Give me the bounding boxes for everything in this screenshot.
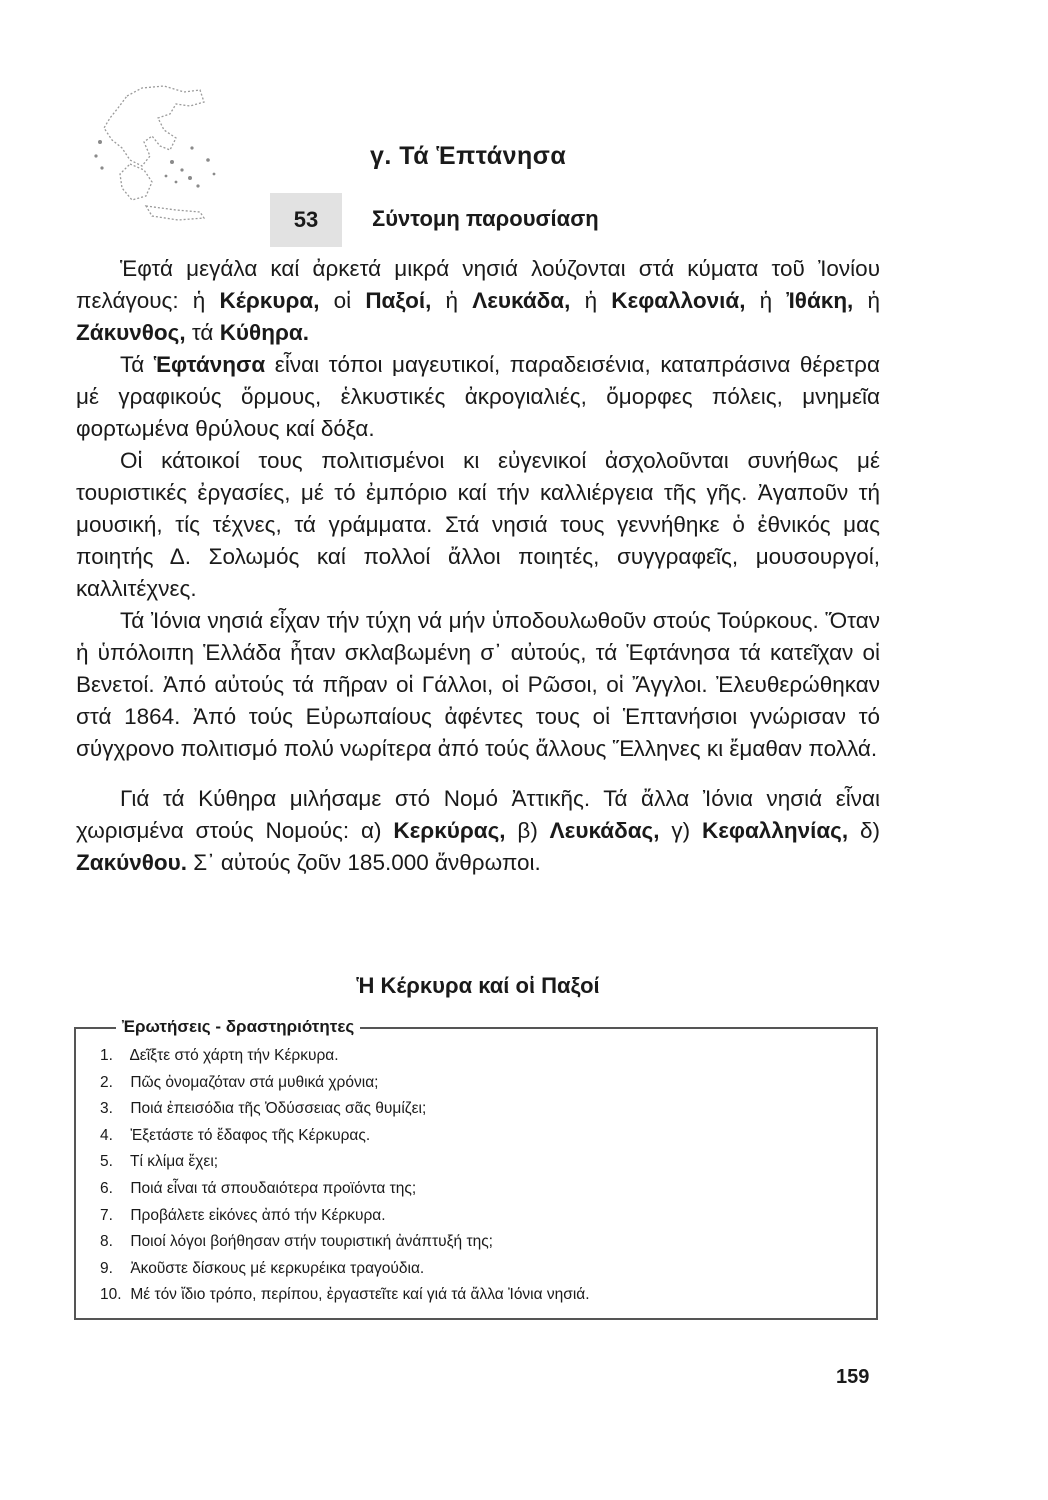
questions-title: Ἐρωτήσεις - δραστηριότητες (116, 1017, 360, 1037)
questions-list (76, 1029, 876, 1309)
question-item: 2. Πῶς ὀνομαζόταν στά μυθικά χρόνια; (100, 1073, 379, 1091)
question-item: 7. Προβάλετε εἰκόνες ἀπό τήν Κέρκυρα. (100, 1206, 386, 1224)
body-text (76, 253, 880, 879)
question-item: 4. Ἐξετάστε τό ἔδαφος τῆς Κέρκυρας. (100, 1126, 371, 1144)
question-item: 6. Ποιά εἶναι τά σπουδαιότερα προϊόντα της; (100, 1179, 417, 1197)
section-number: 53 (270, 193, 342, 247)
question-item: 8. Ποιοί λόγοι βοήθησαν στήν τουριστική ἀνάπτυξή της; (100, 1233, 493, 1251)
paragraph-4: Τά Ἰόνια νησιά εἶχαν τήν τύχη νά μήν ὑποδουλωθοῦν στούς Τούρκους. Ὅταν ἡ ὑπόλοιπη Ἑλλάδα ἦταν σκλαβωμένη σ᾽ αὐτούς, τά Ἑφτάνησα τά κατεῖχαν οἱ Βενετοί. Ἀπό αὐτούς τά πῆραν οἱ Γάλλοι, οἱ Ρῶσοι, οἱ Ἄγγλοι. Ἐλευθερώθηκαν στά 1864. Ἀπό τούς Εὐρωπαίους ἀφέντες τους οἱ Ἑπτανήσιοι γνώρισαν τό σύγχρονο πολιτισμό πολύ νωρίτερα ἀπό τούς ἄλλους Ἕλληνες κι ἔμαθαν πολλά. (76, 608, 880, 761)
questions-box (74, 1017, 878, 1320)
greece-map-icon (72, 78, 237, 228)
paragraph-1: Ἑφτά μεγάλα καί ἀρκετά μικρά νησιά λούζονται στά κύματα τοῦ Ἰονίου πελάγους: ἡ Κέρκυρα, οἱ Παξοί, ἡ Λευκάδα, ἡ Κεφαλλονιά, ἡ Ἰθάκη, ἡ Ζάκυνθος, τά Κύθηρα. (76, 256, 880, 345)
question-item: 1. Δεῖξτε στό χάρτη τήν Κέρκυρα. (100, 1047, 339, 1064)
question-item: 9. Ἀκοῦστε δίσκους μέ κερκυρέικα τραγούδια. (100, 1259, 425, 1277)
section-title: Σύντομη παρουσίαση (372, 206, 599, 231)
paragraph-5: Γιά τά Κύθηρα μιλήσαμε στό Νομό Ἀττικῆς. Τά ἄλλα Ἰόνια νησιά εἶναι χωρισμένα στούς Νομούς: α) Κερκύρας, β) Λευκάδας, γ) Κεφαλληνίας, δ) Ζακύνθου. Σ᾽ αὐτούς ζοῦν 185.000 ἄνθρωποι. (76, 786, 880, 875)
subheading: Ἡ Κέρκυρα καί οἱ Παξοί (356, 973, 600, 998)
page-number: 159 (836, 1366, 870, 1388)
question-item: 3. Ποιά ἐπεισόδια τῆς Ὀδύσσειας σᾶς θυμίζει; (100, 1100, 427, 1118)
question-item: 10. Μέ τόν ἴδιο τρόπο, περίπου, ἐργαστεῖτε καί γιά τά ἄλλα Ἰόνια νησιά. (100, 1286, 590, 1304)
chapter-title: γ. Τά Ἑπτάνησα (370, 142, 567, 170)
question-item: 5. Τί κλίμα ἔχει; (100, 1153, 219, 1171)
paragraph-2: Τά Ἑφτάνησα εἶναι τόποι μαγευτικοί, παραδεισένια, καταπράσινα θέρετρα μέ γραφικούς ὅρμους, ἑλκυστικές ἀκρογιαλιές, ὄμορφες πόλεις, μνημεῖα φορτωμένα θρύλους καί δόξα. (76, 352, 880, 441)
paragraph-3: Οἱ κάτοικοί τους πολιτισμένοι κι εὐγενικοί ἀσχολοῦνται συνήθως μέ τουριστικές ἐργασίες, μέ τό ἐμπόριο καί τήν καλλιέργεια τῆς γῆς. Ἀγαποῦν τή μουσική, τίς τέχνες, τά γράμματα. Στά νησιά τους γεννήθηκε ὁ ἐθνικός μας ποιητής Δ. Σολωμός καί πολλοί ἄλλοι ποιητές, συγγραφεῖς, μουσουργοί, καλλιτέχνες. (76, 448, 880, 601)
